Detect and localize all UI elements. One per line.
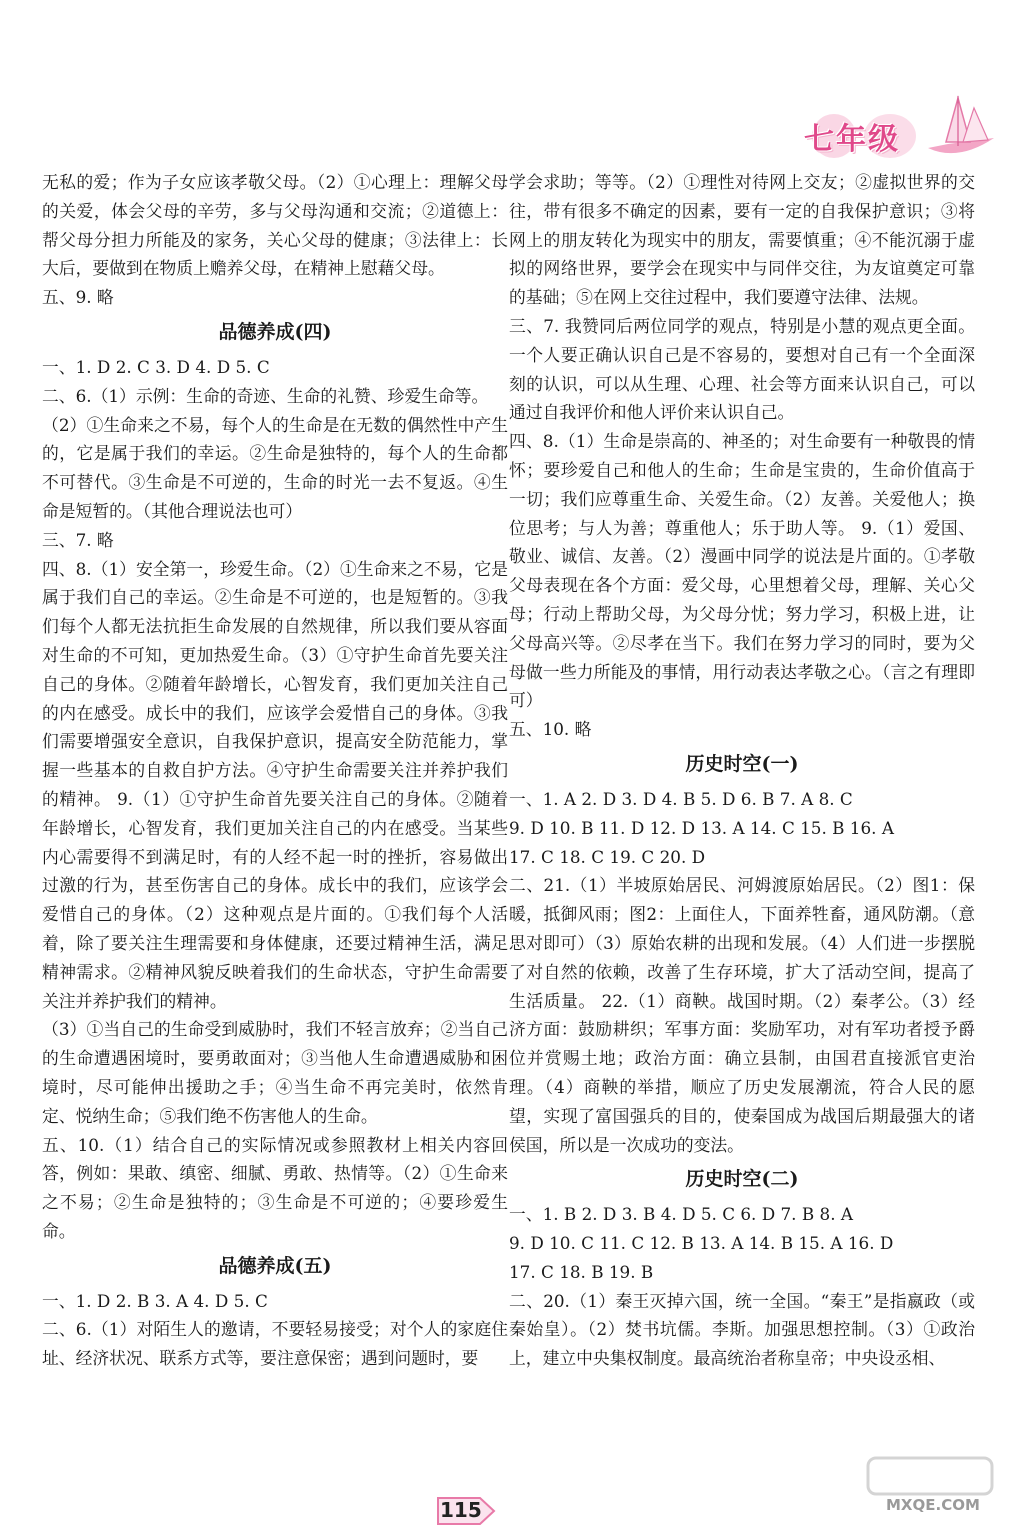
choice-answers: 一、1. A 2. D 3. D 4. B 5. D 6. B 7. A 8. C (509, 788, 853, 809)
choice-answers: 9. D 10. B 11. D 12. D 13. A 14. C 15. B 16. A (509, 817, 894, 838)
answer-paragraph: 四、8.（1）生命是崇高的、神圣的；对生命要有一种敬畏的情怀；要珍爱自己和他人的生命；生命是宝贵的，生命价值高于一切；我们应尊重生命、关爱生命。（2）友善。关爱他人；换位思考；与人为善；尊重他人；乐于助人等。 9.（1）爱国、敬业、诚信、友善。（2）漫画中同学的说法是片面的。①孝敬父母表现在各个方面：爱父母，心里想着父母，理解、关心父母；行动上帮助父母，为父母分忧；努力学习，积极上进，让父母高兴等。②尽孝在当下。我们在努力学习的同时，要为父母做一些力所能及的事情，用行动表达孝敬之心。（言之有理即可） (509, 431, 975, 711)
left-column (42, 168, 508, 1373)
section-title-history-2: 历史时空(二) (685, 1168, 799, 1191)
answer-paragraph: （2）①生命来之不易，每个人的生命是在无数的偶然性中产生的，它是属于我们的幸运。②生命是独特的，每个人的生命都不可替代。③生命是不可逆的，生命的时光一去不复返。④生命是短暂的。（其他合理说法也可） (42, 414, 508, 521)
answer-paragraph: 五、10.（1）结合自己的实际情况或参照教材上相关内容回答，例如：果敢、缜密、细腻、勇敢、热情等。（2）①生命来之不易；②生命是独特的；③生命是不可逆的；④要珍爱生命。 (42, 1134, 508, 1241)
left-paragraph-1: 无私的爱；作为子女应该孝敬父母。（2）①心理上：理解父母的关爱，体会父母的辛劳，多与父母沟通和交流；②道德上：帮父母分担力所能及的家务，关心父母的健康；③法律上：长大后，要做到在物质上赡养父母，在精神上慰藉父母。 (42, 172, 508, 279)
answer-paragraph: 四、8.（1）安全第一，珍爱生命。（2）①生命来之不易，它是属于我们自己的幸运。②生命是不可逆的，也是短暂的。③我们每个人都无法抗拒生命发展的自然规律，所以我们要从容面对生命的不可知，更加热爱生命。（3）①守护生命首先要关注自己的身体。②随着年龄增长，心智发育，我们更加关注自己的内在感受。成长中的我们，应该学会爱惜自己的身体。③我们需要增强安全意识，自我保护意识，提高安全防范能力，掌握一些基本的自救自护方法。④守护生命需要关注并养护我们的精神。 9.（1）①守护生命首先要关注自己的身体。②随着年龄增长，心智发育，我们更加关注自己的内在感受。当某些内心需要得不到满足时，有的人经不起一时的挫折，容易做出过激的行为，甚至伤害自己的身体。成长中的我们，应该学会爱惜自己的身体。（2）这种观点是片面的。①我们每个人活着，除了要关注生理需要和身体健康，还要过精神生活，满足精神需求。②精神风貌反映着我们的生命状态，守护生命需要关注并养护我们的精神。 (42, 558, 508, 1011)
choice-answers: 9. D 10. C 11. C 12. B 13. A 14. B 15. A 16. D (509, 1233, 894, 1254)
choice-answers: 一、1. D 2. C 3. D 4. D 5. C (42, 356, 270, 377)
grade-badge: 七年级 (804, 122, 900, 157)
answer-paragraph: 二、6.（1）对陌生人的邀请，不要轻易接受；对个人的家庭住址、经济状况、联系方式等，要注意保密；遇到问题时，要 (42, 1319, 508, 1369)
choice-answers: 17. C 18. C 19. C 20. D (509, 846, 706, 867)
left-paragraph-2: 五、9. 略 (42, 287, 114, 308)
section-title-history-1: 历史时空(一) (685, 752, 799, 775)
section-title-pinde-4: 品德养成(四) (218, 320, 332, 343)
answer-paragraph: 五、10. 略 (509, 719, 592, 740)
answer-paragraph: 二、20.（1）秦王灭掉六国，统一全国。“秦王”是指嬴政（或秦始皇）。（2）焚书坑儒。李斯。加强思想控制。（3）①政治上，建立中央集权制度。最高统治者称皇帝；中央设丞相、 (509, 1290, 975, 1369)
choice-answers: 17. C 18. B 19. B (509, 1261, 654, 1282)
answer-paragraph: （3）①当自己的生命受到威胁时，我们不轻言放弃；②当自己的生命遭遇困境时，要勇敢面对；③当他人生命遭遇威胁和困境时，尽可能伸出援助之手；④当生命不再完美时，依然肯定、悦纳生命；⑤我们绝不伤害他人的生命。 (42, 1019, 508, 1126)
answer-paragraph: 三、7. 略 (42, 529, 114, 550)
answer-paragraph: 学会求助；等等。（2）①理性对待网上交友；②虚拟世界的交往，带有很多不确定的因素，要有一定的自我保护意识；③将网上的朋友转化为现实中的朋友，需要慎重；④不能沉溺于虚拟的网络世界，要学会在现实中与同伴交往，为友谊奠定可靠的基础；⑤在网上交往过程中，我们要遵守法律、法规。 (509, 172, 975, 308)
watermark-text: MXQE.COM (886, 1496, 980, 1514)
answer-paragraph: 三、7. 我赞同后两位同学的观点，特别是小慧的观点更全面。一个人要正确认识自己是不容易的，要想对自己有一个全面深刻的认识，可以从生理、心理、社会等方面来认识自己，可以通过自我评价和他人评价来认识自己。 (509, 315, 975, 423)
right-column (509, 168, 975, 1373)
answer-paragraph: 二、6.（1）示例：生命的奇迹、生命的礼赞、珍爱生命等。 (42, 385, 489, 406)
section-title-pinde-5: 品德养成(五) (218, 1254, 332, 1277)
page-number: 115 (440, 1498, 482, 1522)
choice-answers: 一、1. D 2. B 3. A 4. D 5. C (42, 1290, 268, 1311)
answer-paragraph: 二、21.（1）半坡原始居民、河姆渡原始居民。（2）图1：保暖，抵御风雨；图2：上面住人，下面养牲畜，通风防潮。（意思对即可）（3）原始农耕的出现和发展。（4）人们进一步摆脱了对自然的依赖，改善了生存环境，扩大了活动空间，提高了生活质量。 22.（1）商鞅。战国时期。（2）秦孝公。（3）经济方面：鼓励耕织；军事方面：奖励军功，对有军功者授予爵位并赏赐土地；政治方面：确立县制，由国君直接派官吏治理。（4）商鞅的举措，顺应了历史发展潮流，符合人民的愿望，实现了富国强兵的目的，使秦国成为战国后期最强大的诸侯国，所以是一次成功的变法。 (509, 875, 975, 1155)
choice-answers: 一、1. B 2. D 3. B 4. D 5. C 6. D 7. B 8. A (509, 1204, 853, 1225)
watermark-logo (860, 1452, 1000, 1532)
